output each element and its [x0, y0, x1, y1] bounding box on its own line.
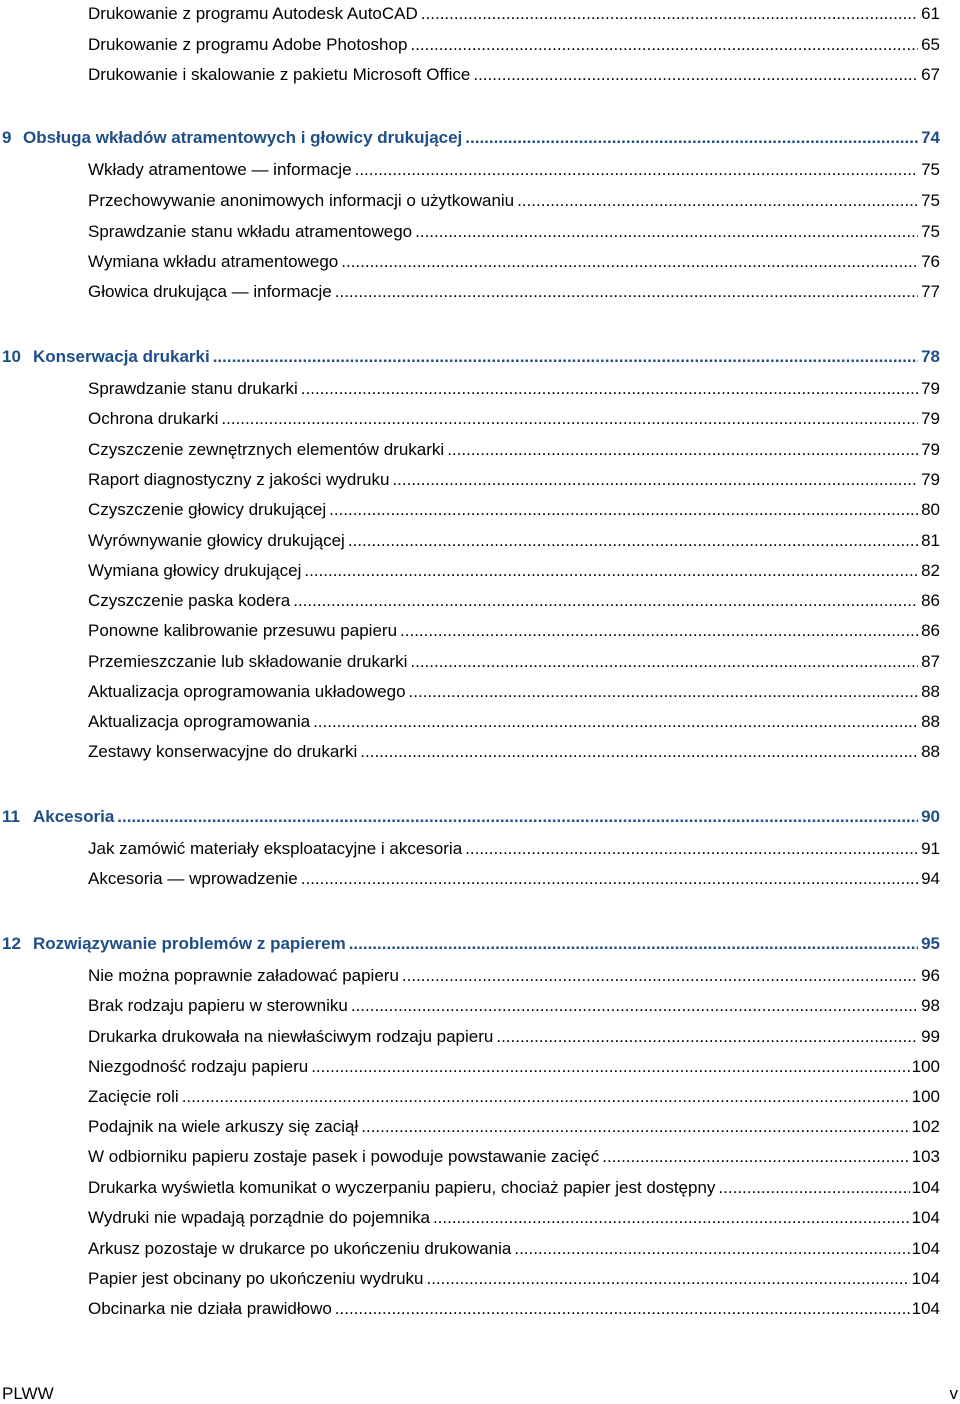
- toc-section-entry[interactable]: [88, 678, 940, 702]
- entry-title: Konserwacja drukarki: [33, 347, 210, 366]
- dot-leader: [351, 996, 918, 1016]
- footer-page-number: v: [949, 1384, 958, 1403]
- dot-leader: [313, 712, 918, 732]
- entry-page-number: 87: [921, 652, 940, 671]
- dot-leader: [465, 128, 918, 148]
- entry-title: Aktualizacja oprogramowania układowego: [88, 682, 406, 701]
- entry-page-number: 104: [911, 1239, 940, 1258]
- entry-title: Drukowanie i skalowanie z pakietu Microsoft Office: [88, 65, 471, 84]
- toc-section-entry[interactable]: [88, 61, 940, 85]
- dot-leader: [392, 470, 918, 490]
- entry-page-number: 82: [921, 561, 940, 580]
- entry-title: Czyszczenie zewnętrznych elementów drukarki: [88, 440, 445, 459]
- entry-title: Obsługa wkładów atramentowych i głowicy drukującej: [23, 128, 463, 147]
- entry-page-number: 65: [921, 35, 940, 54]
- toc-section-entry[interactable]: [88, 1174, 940, 1198]
- entry-page-number: 91: [921, 839, 940, 858]
- entry-title: Nie można poprawnie załadować papieru: [88, 966, 399, 985]
- entry-page-number: 61: [921, 4, 940, 23]
- dot-leader: [311, 1057, 909, 1077]
- dot-leader: [301, 869, 918, 889]
- toc-section-entry[interactable]: [88, 278, 940, 302]
- dot-leader: [348, 531, 918, 551]
- entry-page-number: 80: [921, 500, 940, 519]
- dot-leader: [335, 282, 918, 302]
- dot-leader: [402, 966, 918, 986]
- dot-leader: [301, 379, 918, 399]
- entry-title: Przechowywanie anonimowych informacji o użytkowaniu: [88, 191, 515, 210]
- entry-title: Sprawdzanie stanu drukarki: [88, 379, 298, 398]
- toc-section-entry[interactable]: [88, 375, 940, 399]
- dot-leader: [496, 1027, 918, 1047]
- entry-page-number: 100: [911, 1057, 940, 1076]
- toc-section-entry[interactable]: [88, 1204, 940, 1228]
- toc-section-entry[interactable]: [88, 466, 940, 490]
- entry-page-number: 98: [921, 996, 940, 1015]
- entry-page-number: 104: [911, 1269, 940, 1288]
- toc-section-entry[interactable]: [88, 436, 940, 460]
- entry-title: Drukowanie z programu Autodesk AutoCAD: [88, 4, 418, 23]
- chapter-number: 10: [2, 347, 21, 366]
- toc-section-entry[interactable]: [88, 557, 940, 581]
- entry-page-number: 79: [921, 379, 940, 398]
- entry-page-number: 99: [921, 1027, 940, 1046]
- dot-leader: [473, 65, 918, 85]
- entry-page-number: 104: [911, 1299, 940, 1318]
- entry-page-number: 88: [921, 682, 940, 701]
- toc-section-entry[interactable]: [88, 1295, 940, 1319]
- entry-title: Akcesoria: [33, 807, 115, 826]
- entry-title: Przemieszczanie lub składowanie drukarki: [88, 652, 408, 671]
- dot-leader: [447, 440, 918, 460]
- dot-leader: [360, 742, 918, 762]
- entry-page-number: 90: [921, 807, 940, 826]
- toc-chapter-entry[interactable]: [2, 930, 940, 954]
- entry-page-number: 79: [921, 409, 940, 428]
- toc-section-entry[interactable]: [88, 1083, 940, 1107]
- entry-title: Podajnik na wiele arkuszy się zaciął: [88, 1117, 359, 1136]
- dot-leader: [349, 934, 918, 954]
- dot-leader: [355, 160, 918, 180]
- toc-section-entry[interactable]: [88, 405, 940, 429]
- dot-leader: [415, 222, 918, 242]
- entry-page-number: 88: [921, 712, 940, 731]
- toc-section-entry[interactable]: [88, 962, 940, 986]
- entry-title: Arkusz pozostaje w drukarce po ukończeniu drukowania: [88, 1239, 512, 1258]
- dot-leader: [602, 1147, 909, 1167]
- entry-page-number: 96: [921, 966, 940, 985]
- entry-title: Drukarka drukowała na niewłaściwym rodzaju papieru: [88, 1027, 494, 1046]
- entry-title: Akcesoria — wprowadzenie: [88, 869, 298, 888]
- entry-page-number: 102: [911, 1117, 940, 1136]
- entry-title: Wymiana głowicy drukującej: [88, 561, 302, 580]
- toc-section-entry[interactable]: [88, 587, 940, 611]
- entry-title: Aktualizacja oprogramowania: [88, 712, 311, 731]
- dot-leader: [329, 500, 918, 520]
- entry-page-number: 95: [921, 934, 940, 953]
- dot-leader: [465, 839, 918, 859]
- entry-page-number: 78: [921, 347, 940, 366]
- entry-title: Czyszczenie paska kodera: [88, 591, 291, 610]
- entry-page-number: 103: [911, 1147, 940, 1166]
- toc-section-entry[interactable]: [88, 31, 940, 55]
- entry-page-number: 104: [911, 1178, 940, 1197]
- entry-page-number: 75: [921, 222, 940, 241]
- chapter-number: 9: [2, 128, 12, 147]
- entry-title: Czyszczenie głowicy drukującej: [88, 500, 327, 519]
- dot-leader: [409, 682, 918, 702]
- entry-page-number: 86: [921, 621, 940, 640]
- entry-title: Niezgodność rodzaju papieru: [88, 1057, 309, 1076]
- toc-chapter-entry[interactable]: [2, 803, 940, 827]
- entry-title: Zestawy konserwacyjne do drukarki: [88, 742, 358, 761]
- toc-section-entry[interactable]: [88, 248, 940, 272]
- toc-section-entry[interactable]: [88, 648, 940, 672]
- dot-leader: [410, 35, 918, 55]
- entry-title: Raport diagnostyczny z jakości wydruku: [88, 470, 390, 489]
- toc-section-entry[interactable]: [88, 218, 940, 242]
- toc-section-entry[interactable]: [88, 1143, 940, 1167]
- dot-leader: [718, 1178, 909, 1198]
- entry-page-number: 76: [921, 252, 940, 271]
- toc-section-entry[interactable]: [88, 835, 940, 859]
- toc-chapter-entry[interactable]: [2, 343, 940, 367]
- entry-page-number: 79: [921, 470, 940, 489]
- entry-title: Głowica drukująca — informacje: [88, 282, 332, 301]
- dot-leader: [426, 1269, 909, 1289]
- dot-leader: [517, 191, 918, 211]
- toc-section-entry[interactable]: [88, 617, 940, 641]
- dot-leader: [182, 1087, 910, 1107]
- toc-section-entry[interactable]: [88, 708, 940, 732]
- entry-title: Rozwiązywanie problemów z papierem: [33, 934, 346, 953]
- entry-title: Wkłady atramentowe — informacje: [88, 160, 352, 179]
- entry-page-number: 88: [921, 742, 940, 761]
- entry-title: Ponowne kalibrowanie przesuwu papieru: [88, 621, 398, 640]
- chapter-number: 12: [2, 934, 21, 953]
- toc-section-entry[interactable]: [88, 992, 940, 1016]
- toc-chapter-entry[interactable]: [2, 124, 940, 148]
- dot-leader: [221, 409, 918, 429]
- dot-leader: [117, 807, 918, 827]
- dot-leader: [304, 561, 918, 581]
- entry-title: Brak rodzaju papieru w sterowniku: [88, 996, 348, 1015]
- dot-leader: [421, 4, 918, 24]
- toc-section-entry[interactable]: [88, 187, 940, 211]
- toc-section-entry[interactable]: [88, 496, 940, 520]
- entry-page-number: 104: [911, 1208, 940, 1227]
- entry-title: Papier jest obcinany po ukończeniu wydruku: [88, 1269, 424, 1288]
- toc-section-entry[interactable]: [88, 865, 940, 889]
- entry-title: Jak zamówić materiały eksploatacyjne i akcesoria: [88, 839, 463, 858]
- footer-language-code: PLWW: [2, 1384, 54, 1403]
- entry-page-number: 81: [921, 531, 940, 550]
- entry-page-number: 100: [911, 1087, 940, 1106]
- entry-page-number: 86: [921, 591, 940, 610]
- dot-leader: [293, 591, 918, 611]
- toc-section-entry[interactable]: [88, 1023, 940, 1047]
- toc-section-entry[interactable]: [88, 738, 940, 762]
- dot-leader: [341, 252, 918, 272]
- toc-section-entry[interactable]: [88, 1265, 940, 1289]
- entry-title: Wyrównywanie głowicy drukującej: [88, 531, 345, 550]
- entry-page-number: 79: [921, 440, 940, 459]
- entry-page-number: 75: [921, 191, 940, 210]
- entry-title: Wymiana wkładu atramentowego: [88, 252, 339, 271]
- dot-leader: [400, 621, 918, 641]
- dot-leader: [335, 1299, 910, 1319]
- entry-title: Obcinarka nie działa prawidłowo: [88, 1299, 332, 1318]
- dot-leader: [213, 347, 918, 367]
- toc-section-entry[interactable]: [88, 1053, 940, 1077]
- toc-section-entry[interactable]: [88, 527, 940, 551]
- entry-title: Wydruki nie wpadają porządnie do pojemnika: [88, 1208, 430, 1227]
- toc-section-entry[interactable]: [88, 1113, 940, 1137]
- entry-page-number: 74: [921, 128, 940, 147]
- toc-section-entry[interactable]: [88, 156, 940, 180]
- dot-leader: [433, 1208, 910, 1228]
- toc-section-entry[interactable]: [88, 0, 940, 24]
- entry-title: W odbiorniku papieru zostaje pasek i powoduje powstawanie zacięć: [88, 1147, 600, 1166]
- entry-title: Drukarka wyświetla komunikat o wyczerpaniu papieru, chociaż papier jest dostępny: [88, 1178, 716, 1197]
- entry-page-number: 75: [921, 160, 940, 179]
- entry-title: Drukowanie z programu Adobe Photoshop: [88, 35, 408, 54]
- toc-section-entry[interactable]: [88, 1235, 940, 1259]
- entry-title: Sprawdzanie stanu wkładu atramentowego: [88, 222, 413, 241]
- entry-page-number: 94: [921, 869, 940, 888]
- entry-title: Ochrona drukarki: [88, 409, 219, 428]
- chapter-number: 11: [2, 807, 20, 826]
- dot-leader: [361, 1117, 909, 1137]
- entry-page-number: 77: [921, 282, 940, 301]
- entry-title: Zacięcie roli: [88, 1087, 179, 1106]
- dot-leader: [514, 1239, 909, 1259]
- entry-page-number: 67: [921, 65, 940, 84]
- dot-leader: [410, 652, 918, 672]
